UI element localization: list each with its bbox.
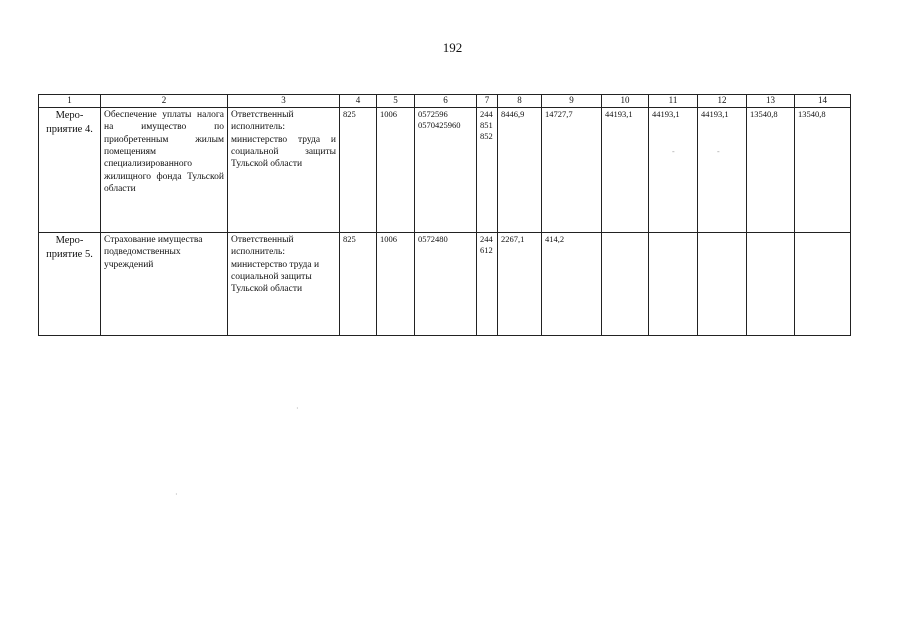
column-header: 6 — [415, 95, 477, 108]
event-label-line: приятие 5. — [46, 249, 93, 261]
value-cell: 14727,7 — [542, 108, 602, 233]
column-header: 3 — [228, 95, 340, 108]
column-header: 7 — [477, 95, 498, 108]
value-cell — [795, 233, 851, 336]
value-cell: 13540,8 — [795, 108, 851, 233]
event-label-cell — [39, 233, 101, 336]
event-label-line: Меро- — [55, 235, 84, 246]
expense-type-line: 612 — [480, 245, 493, 256]
column-header: 12 — [698, 95, 747, 108]
scan-speck: · — [296, 404, 299, 413]
expense-type-line: 244 — [480, 109, 493, 119]
column-header: 14 — [795, 95, 851, 108]
value-cell: 44193,1 — [602, 108, 649, 233]
header-row — [39, 95, 851, 108]
value-cell: 414,2 — [542, 233, 602, 336]
description-cell: Страхование имущества подведомственных учреждений — [101, 233, 228, 336]
scan-speck: - — [717, 147, 720, 156]
value-cell — [649, 233, 698, 336]
value-cell: 13540,8 — [747, 108, 795, 233]
value-cell: 44193,1 — [649, 108, 698, 233]
target-code-cell — [415, 233, 477, 336]
grbs-cell: 825 — [340, 233, 377, 336]
value-cell: 2267,1 — [498, 233, 542, 336]
grbs-cell: 825 — [340, 108, 377, 233]
expense-type-line: 244 — [480, 234, 493, 244]
value-cell: 8446,9 — [498, 108, 542, 233]
expense-type-line: 851 — [480, 120, 493, 131]
column-header: 13 — [747, 95, 795, 108]
column-header: 10 — [602, 95, 649, 108]
expense-type-cell — [477, 233, 498, 336]
budget-table — [38, 94, 851, 336]
event-label-line: приятие 4. — [46, 124, 93, 136]
table-row — [39, 108, 851, 233]
column-header: 11 — [649, 95, 698, 108]
column-header: 2 — [101, 95, 228, 108]
value-cell: 44193,1 — [698, 108, 747, 233]
executor-cell: Ответственный исполнитель: министерство труда и социальной защиты Тульской области — [228, 233, 340, 336]
table-row — [39, 233, 851, 336]
value-cell — [602, 233, 649, 336]
event-label-line: Меро- — [55, 110, 84, 121]
executor-cell: Ответственный исполнитель: министерство труда и социальной защиты Тульской области — [228, 108, 340, 233]
column-header: 5 — [377, 95, 415, 108]
value-cell — [747, 233, 795, 336]
expense-type-line: 852 — [480, 131, 493, 142]
value-cell — [698, 233, 747, 336]
target-code-line: 0572596 — [418, 109, 448, 119]
column-header: 4 — [340, 95, 377, 108]
expense-type-cell — [477, 108, 498, 233]
scan-speck: - — [672, 147, 675, 156]
page-number: 192 — [442, 40, 463, 55]
scan-speck: · — [175, 490, 178, 499]
column-header: 1 — [39, 95, 101, 108]
column-header: 8 — [498, 95, 542, 108]
target-code-cell — [415, 108, 477, 233]
section-cell: 1006 — [377, 108, 415, 233]
column-header: 9 — [542, 95, 602, 108]
event-label-cell — [39, 108, 101, 233]
description-cell: Обеспечение уплаты налога на имущество по приобретенным жилым помещениям специализированного жилищного фонда Тульской области — [101, 108, 228, 233]
section-cell: 1006 — [377, 233, 415, 336]
target-code-line: 0572480 — [418, 234, 448, 244]
target-code-line: 0570425960 — [418, 120, 461, 131]
